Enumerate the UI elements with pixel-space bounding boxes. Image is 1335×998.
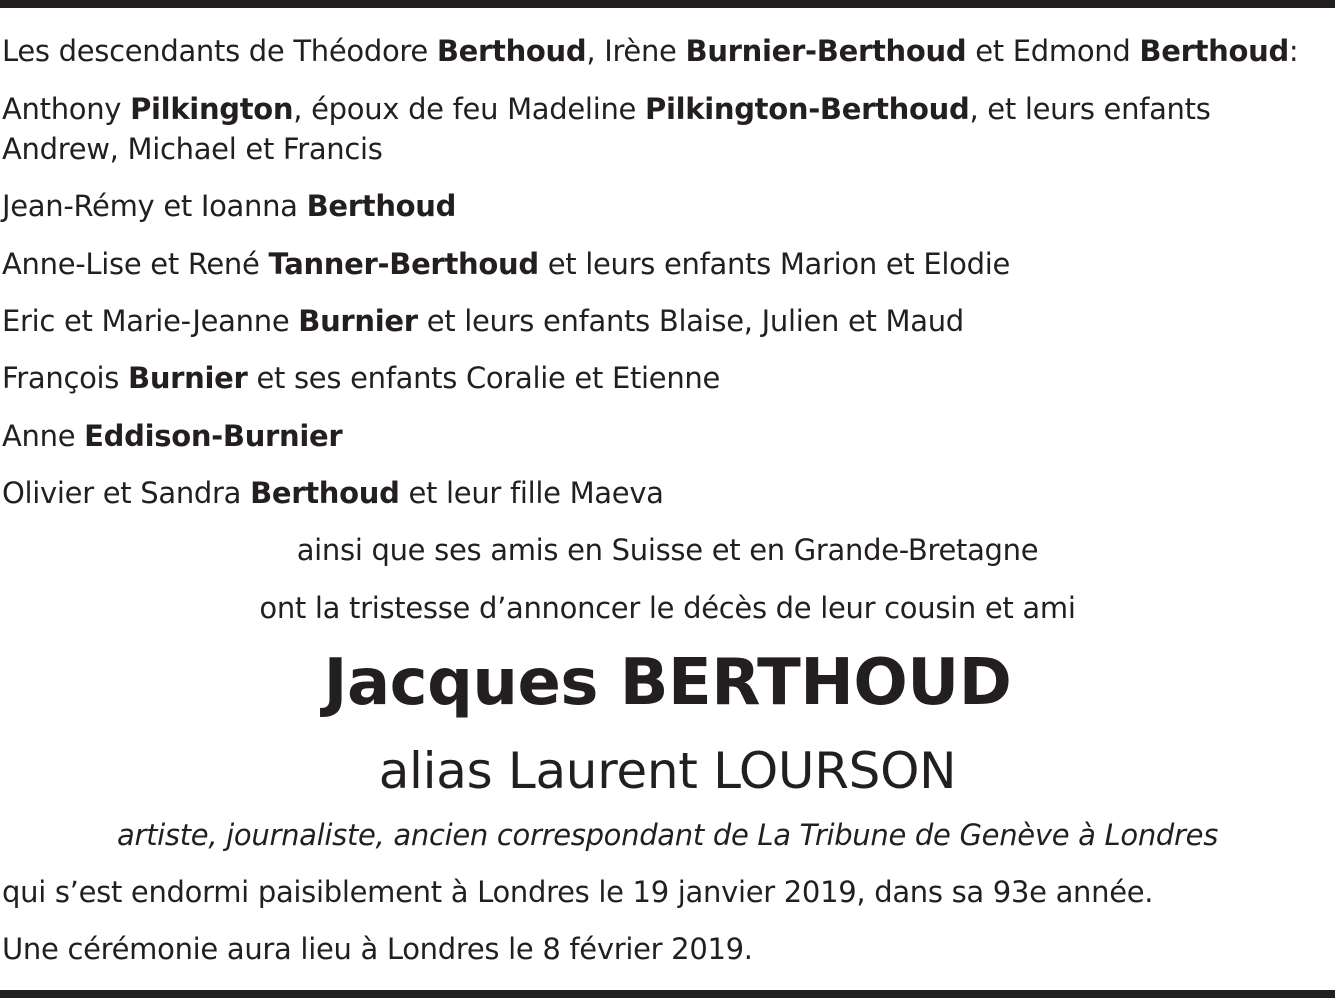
ceremony-line: Une cérémonie aura lieu à Londres le 8 février 2019. [2,932,753,966]
death-notice-line: qui s’est endormi paisiblement à Londres le 19 janvier 2019, dans sa 93e année. [2,875,1154,909]
intro-line: Les descendants de Théodore Berthoud, Irène Burnier-Berthoud et Edmond Berthoud: [2,34,1299,68]
announcement-line: ont la tristesse d’annoncer le décès de leur cousin et ami [259,591,1076,625]
family-line-eric: Eric et Marie-Jeanne Burnier et leurs enfants Blaise, Julien et Maud [2,304,964,338]
family-line-pilkington-children: Andrew, Michael et Francis [2,132,383,166]
family-line-olivier: Olivier et Sandra Berthoud et leur fille Maeva [2,476,664,510]
family-line-jean-remy: Jean-Rémy et Ioanna Berthoud [2,189,457,223]
bottom-rule [0,990,1335,998]
deceased-name: Jacques BERTHOUD [323,646,1012,720]
family-line-anne: Anne Eddison-Burnier [2,419,343,453]
family-line-francois: François Burnier et ses enfants Coralie et Etienne [2,361,721,395]
friends-line: ainsi que ses amis en Suisse et en Grande-Bretagne [296,533,1039,567]
family-line-pilkington: Anthony Pilkington, époux de feu Madeline Pilkington-Berthoud, et leurs enfants [2,92,1211,126]
family-line-anne-lise: Anne-Lise et René Tanner-Berthoud et leurs enfants Marion et Elodie [2,247,1011,281]
deceased-profession: artiste, journaliste, ancien correspondant de La Tribune de Genève à Londres [116,818,1219,852]
deceased-alias: alias Laurent LOURSON [378,742,957,800]
top-rule [0,0,1335,8]
